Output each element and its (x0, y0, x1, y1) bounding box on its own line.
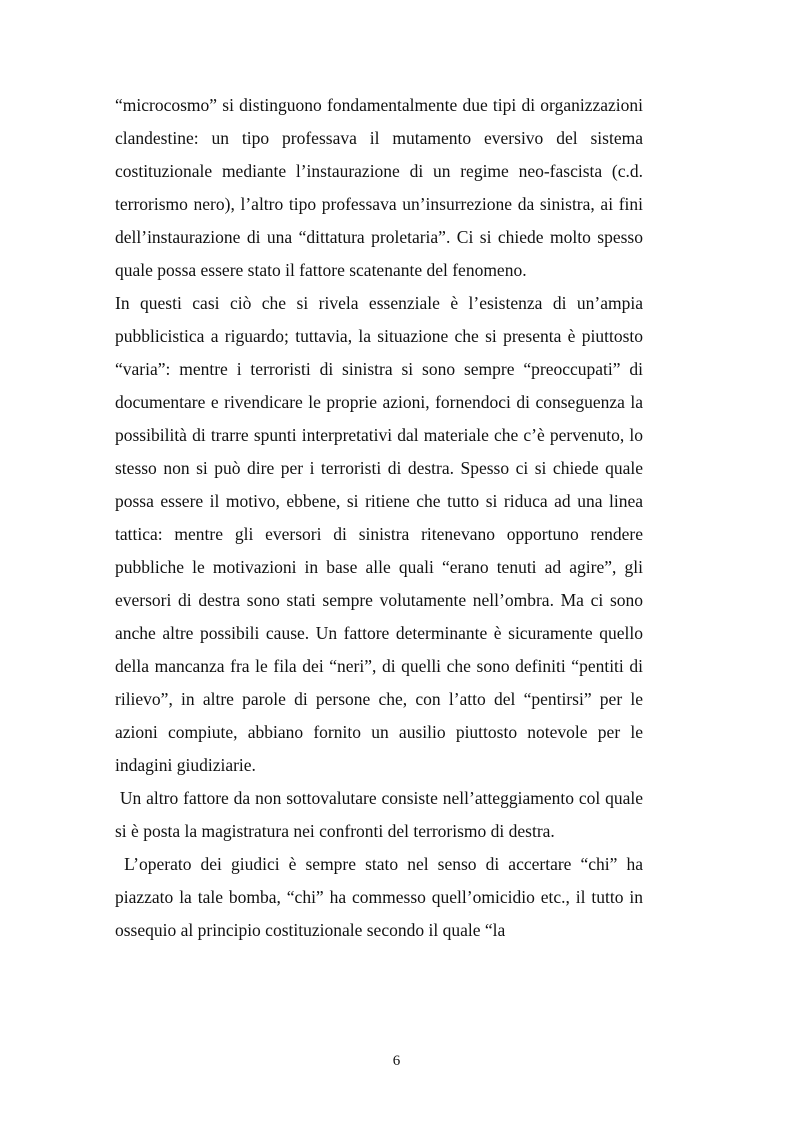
paragraph-4: L’operato dei giudici è sempre stato nel senso di accertare “chi” ha piazzato la tale bomba, “chi” ha commesso quell’omicidio etc., il tutto in ossequio al principio costituzionale secondo il quale “la (115, 854, 648, 940)
paragraph-1: “microcosmo” si distinguono fondamentalmente due tipi di organizzazioni clandestine: un tipo professava il mutamento eversivo del sistema costituzionale mediante l’instaurazione di un regime neo-fascista (c.d. terrorismo nero), l’altro tipo professava un’insurrezione da sinistra, ai fini dell’instaurazione di una “dittatura proletaria”. Ci si chiede molto spesso quale possa essere stato il fattore scatenante del fenomeno. (115, 95, 643, 280)
paragraph-2: In questi casi ciò che si rivela essenziale è l’esistenza di un’ampia pubblicistica a riguardo; tuttavia, la situazione che si presenta è piuttosto “varia”: mentre i terroristi di sinistra si sono sempre “preoccupati” di documentare e rivendicare le proprie azioni, fornendoci di conseguenza la possibilità di trarre spunti interpretativi dal materiale che c’è pervenuto, lo stesso non si può dire per i terroristi di destra. Spesso ci si chiede quale possa essere il motivo, ebbene, si ritiene che tutto si riduca ad una linea tattica: mentre gli eversori di sinistra ritenevano opportuno rendere pubbliche le motivazioni in base alle quali “erano tenuti ad agire”, gli eversori di destra sono stati sempre volutamente nell’ombra. Ma ci sono anche altre possibili cause. Un fattore determinante è sicuramente quello della mancanza fra le fila dei “neri”, di quelli che sono definiti “pentiti di rilievo”, in altre parole di persone che, con l’atto del “pentirsi” per le azioni compiute, abbiano fornito un ausilio piuttosto notevole per le indagini giudiziarie. (115, 293, 643, 775)
body-text (115, 89, 648, 947)
paragraph-3: Un altro fattore da non sottovalutare consiste nell’atteggiamento col quale si è posta la magistratura nei confronti del terrorismo di destra. (115, 788, 648, 841)
page-number: 6 (392, 1053, 401, 1069)
